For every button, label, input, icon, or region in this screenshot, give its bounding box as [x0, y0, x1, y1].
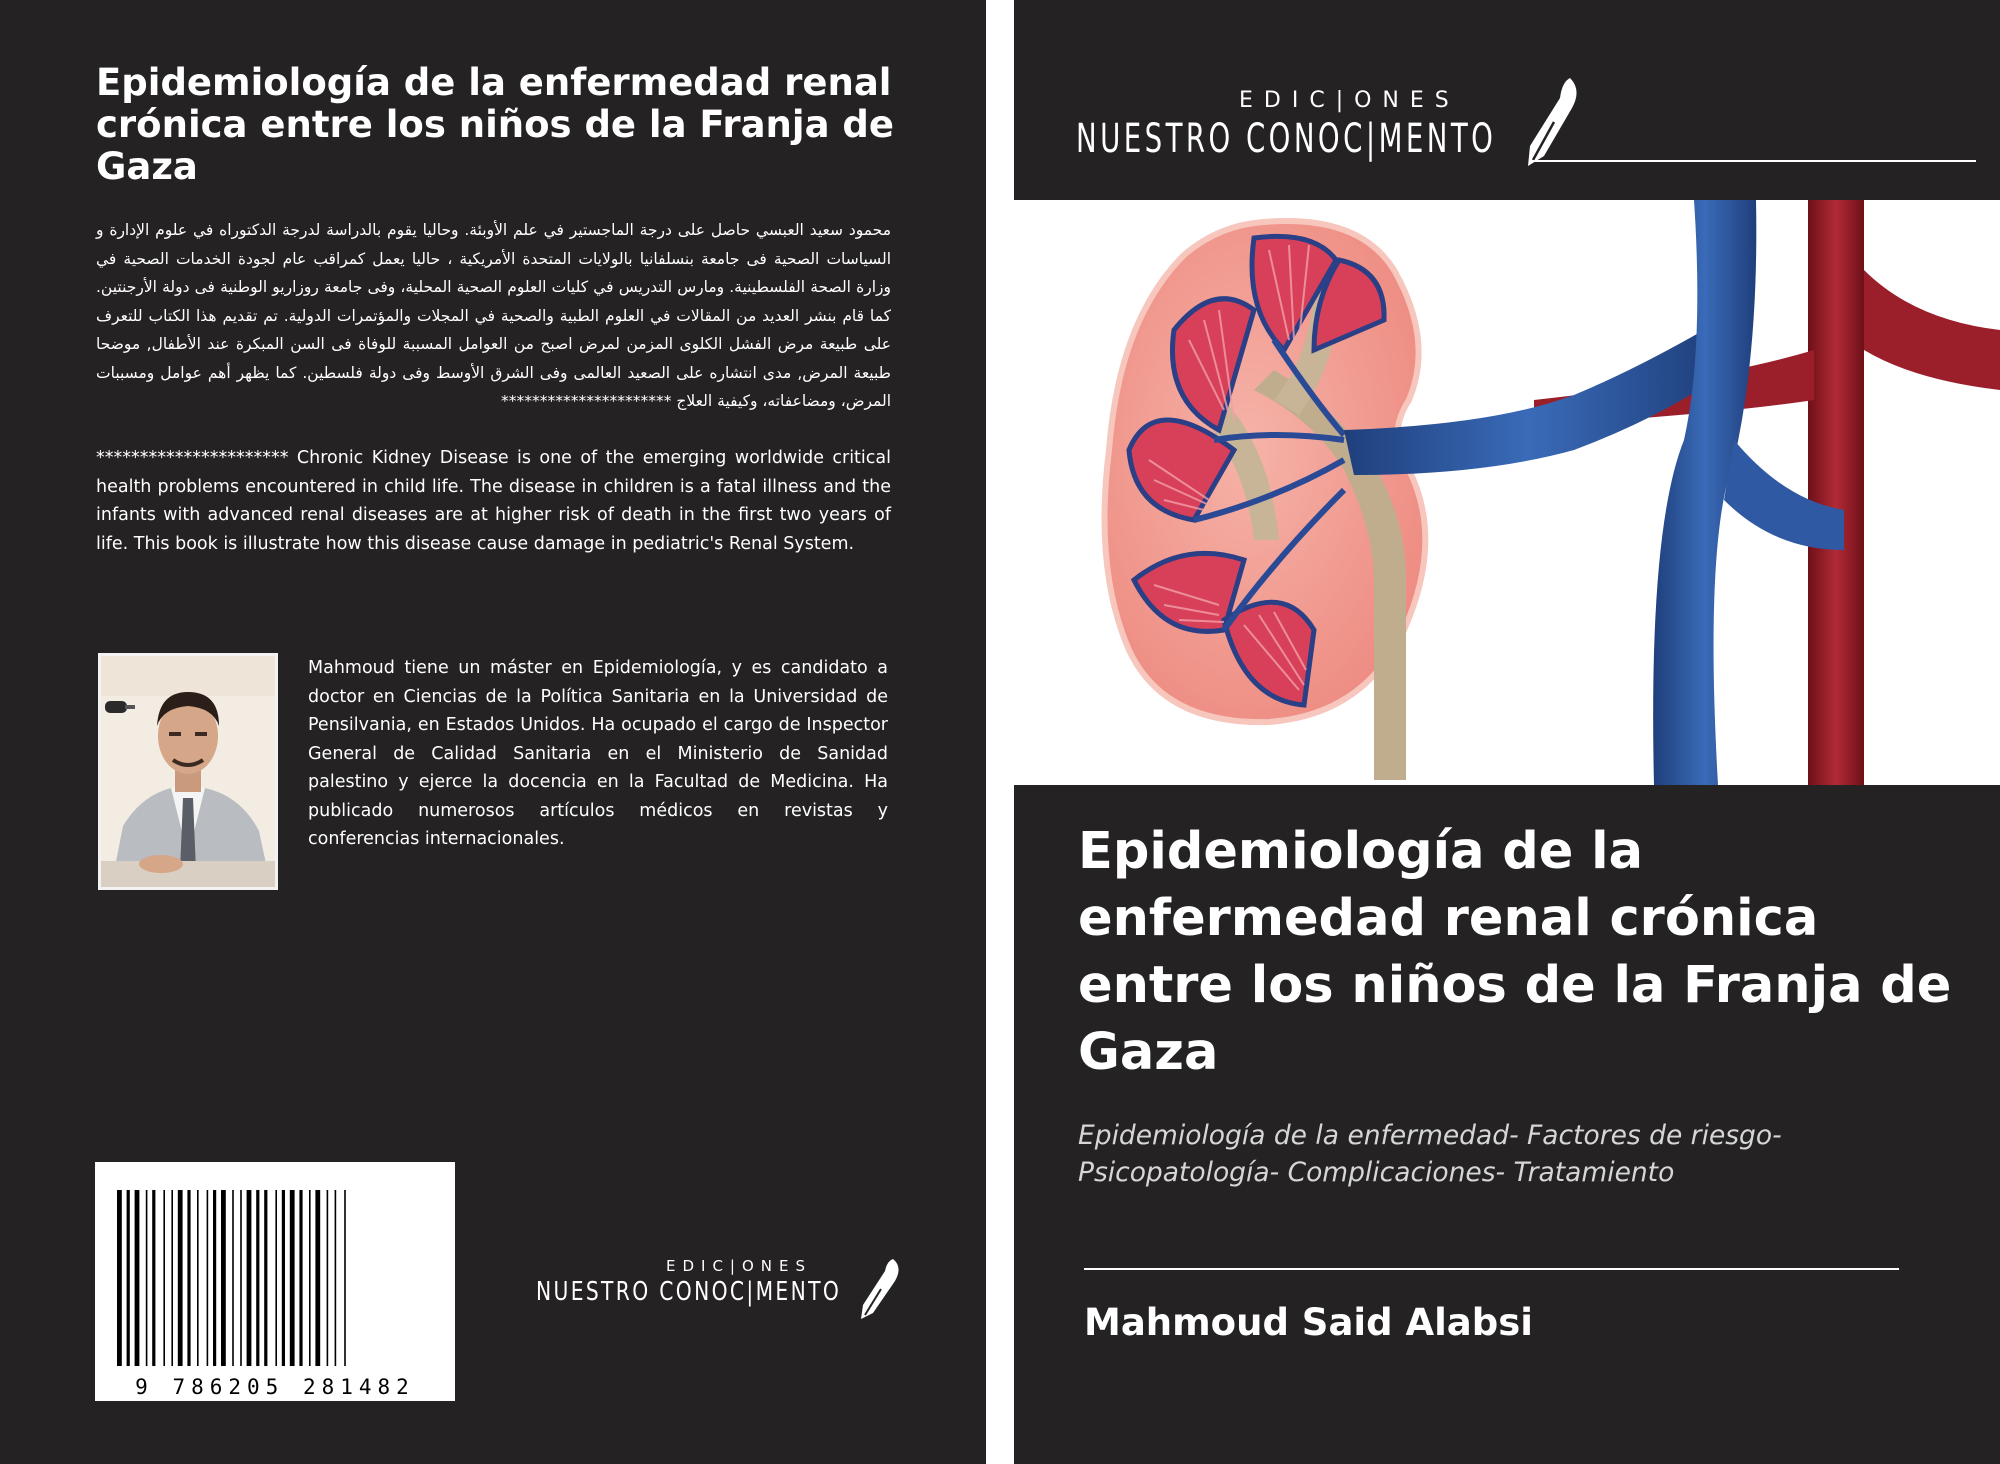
barcode-bar: [163, 1190, 165, 1366]
front-cover: [1014, 0, 2000, 1464]
barcode-bar: [327, 1190, 329, 1366]
barcode-bar: [146, 1190, 148, 1366]
publisher-name-line2: NUESTRO CONOC|MENTO: [536, 1277, 842, 1307]
barcode-bar: [213, 1190, 216, 1366]
barcode-bar: [282, 1190, 285, 1366]
front-cover-subtitle: Epidemiología de la enfermedad- Factores de riesgo- Psicopatología- Complicaciones- Tratamiento: [1078, 1120, 1782, 1188]
barcode-bar: [152, 1190, 155, 1366]
barcode-bar: [335, 1190, 337, 1366]
back-publisher-logo: [536, 1257, 906, 1329]
front-cover-divider: [1084, 1268, 1899, 1270]
author-bio: Mahmoud tiene un máster en Epidemiología, y es candidato a doctor en Ciencias de la Política Sanitaria en la Universidad de Pensilvania, en Estados Unidos. Ha ocupado el cargo de Inspector General de Calidad Sanitaria en el Ministerio de Sanidad palestino y ejerce la docencia en la Facultad de Medicina. Ha publicado numerosos artículos médicos en revistas y conferencias internacionales.: [308, 658, 888, 849]
barcode-bar: [309, 1190, 311, 1366]
publisher-name-line2: NUESTRO CONOC|MENTO: [1076, 116, 1497, 162]
kidney-illustration: [1014, 200, 2000, 785]
barcode-bar: [315, 1190, 320, 1366]
barcode-bar: [299, 1190, 302, 1366]
barcode-bar: [264, 1190, 267, 1366]
isbn-barcode: [95, 1162, 455, 1401]
barcode-bar: [290, 1190, 295, 1366]
barcode-bar: [197, 1190, 199, 1366]
fountain-pen-nib-icon: [853, 1257, 903, 1321]
barcode-bar: [240, 1190, 242, 1366]
logo-underline: [1530, 160, 1976, 162]
barcode-bar: [256, 1190, 259, 1366]
publisher-name-line1: EDIC|ONES: [666, 1257, 813, 1275]
author-photo: [98, 653, 278, 890]
back-cover-arabic-summary: محمود سعيد العبسي حاصل على درجة الماجستير في علم الأوبئة. وحاليا يقوم بالدراسة لدرجة الدكتوراه في علوم الإدارة و السياسات الصحية فى جامعة بنسلفانيا بالولايات المتحدة الأمريكية ، حاليا يعمل كمراقب عام لجودة الخدمات الصحية في وزارة الصحة الفلسطينية. ومارس التدريس في كليات العلوم الصحية المحلية، وفى جامعة روزاريو الوطنية فى دولة الأرجنتين. كما قام بنشر العديد من المقالات في العلوم الطبية والصحية في المجلات والمؤتمرات الدولية. تم تقديم هذا الكتاب للتعرف على طبيعة مرض الفشل الكلوى المزمن لمرض اصبح من العوامل المسببة للوفاة فى السن المبكرة عند الأطفال, موضحا طبيعة المرض, مدى انتشاره على الصعيد العالمى وفى الشرق الأوسط وفى دولة فلسطين. كما يظهر أهم عوامل ومسببات المرض، ومضاعفاته، وكيفية العلاج **********************: [96, 221, 891, 410]
barcode-bar: [247, 1190, 252, 1366]
barcode-bars: [95, 1162, 455, 1401]
barcode-bar: [275, 1190, 277, 1366]
publisher-name-line1: EDIC|ONES: [1239, 88, 1460, 113]
barcode-bar: [171, 1190, 173, 1366]
barcode-bar: [344, 1190, 346, 1366]
isbn-number: 9 786205 281482: [135, 1375, 415, 1399]
barcode-bar: [127, 1190, 130, 1366]
back-cover-english-summary: ********************** Chronic Kidney Disease is one of the emerging worldwide critical health problems encountered in child life. The disease in children is a fatal illness and the infants with advanced renal diseases are at higher risk of death in the first two years of life. This book is illustrate how this disease cause damage in pediatric's Renal System.: [96, 448, 891, 554]
spine-gap: [986, 0, 1014, 1464]
barcode-bar: [135, 1190, 140, 1366]
front-cover-title: Epidemiología de la enfermedad renal crónica entre los niños de la Franja de Gaza: [1078, 822, 1952, 1082]
barcode-bar: [221, 1190, 226, 1366]
back-cover-title: Epidemiología de la enfermedad renal crónica entre los niños de la Franja de Gaza: [96, 61, 895, 188]
barcode-bar: [232, 1190, 234, 1366]
barcode-bar: [207, 1190, 209, 1366]
barcode-bar: [187, 1190, 190, 1366]
front-publisher-logo: [1076, 88, 1996, 174]
fountain-pen-nib-icon: [1522, 76, 1582, 168]
barcode-bar: [117, 1190, 122, 1366]
front-cover-author: Mahmoud Said Alabsi: [1084, 1301, 1533, 1344]
back-cover: [0, 0, 986, 1464]
barcode-bar: [178, 1190, 183, 1366]
